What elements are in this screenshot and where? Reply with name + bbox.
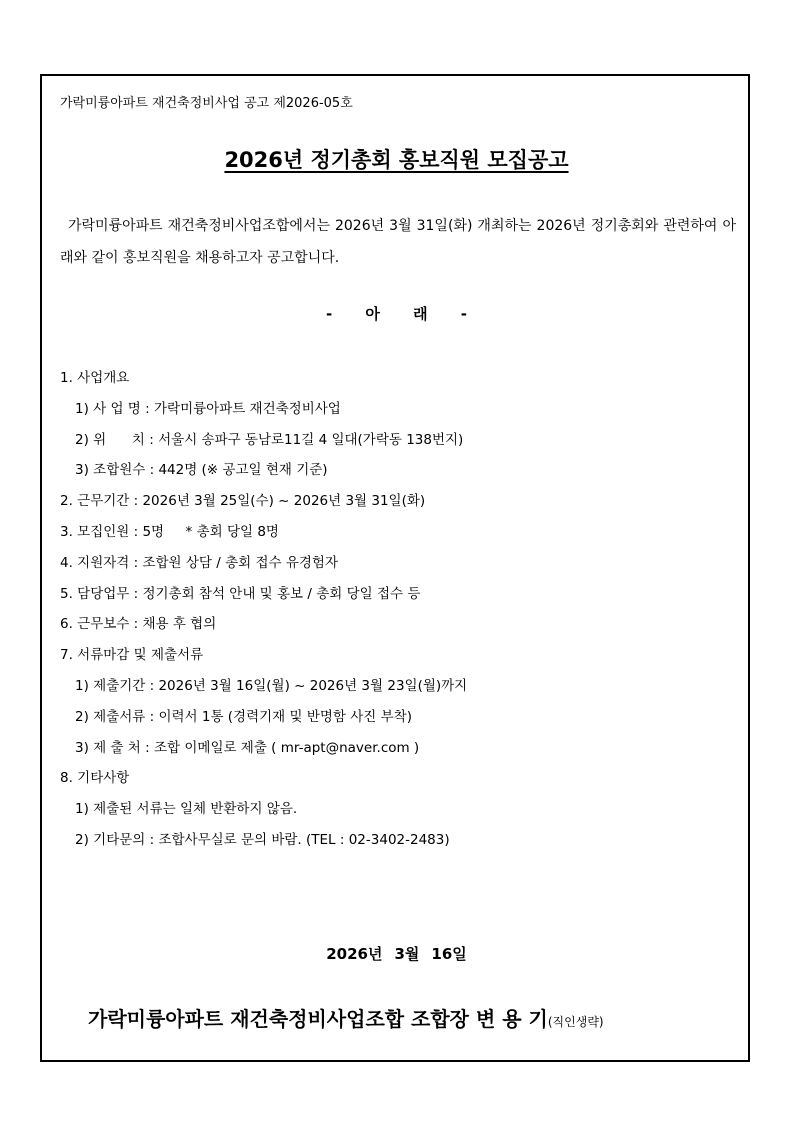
date-day: 16일 bbox=[431, 945, 467, 963]
list-subitem: 1) 제출기간 : 2026년 3월 16일(월) ~ 2026년 3월 23일(월)까지 bbox=[75, 677, 468, 694]
intro-paragraph: 가락미륭아파트 재건축정비사업조합에서는 2026년 3월 31일(화) 개최하는 2026년 정기총회와 관련하여 아래와 같이 홍보직원을 채용하고자 공고합니다. bbox=[60, 218, 736, 266]
document-title: 2026년 정기총회 홍보직원 모집공고 bbox=[224, 148, 569, 172]
list-item: 1. 사업개요 bbox=[60, 370, 130, 386]
list-subitem: 2) 기타문의 : 조합사무실로 문의 바람. (TEL : 02-3402-2483) bbox=[75, 831, 450, 848]
notice-date bbox=[0, 943, 793, 964]
list-subitem: 3) 제 출 처 : 조합 이메일로 제출 ( mr-apt@naver.com ) bbox=[75, 739, 420, 756]
signature-text: 가락미륭아파트 재건축정비사업조합 조합장 변 용 기 bbox=[88, 1007, 548, 1031]
list-item: 4. 지원자격 : 조합원 상담 / 총회 접수 유경험자 bbox=[60, 554, 339, 571]
notice-number: 가락미륭아파트 재건축정비사업 공고 제2026-05호 bbox=[60, 96, 353, 111]
detail-list bbox=[60, 363, 740, 856]
date-month: 3월 bbox=[394, 945, 420, 963]
list-item: 8. 기타사항 bbox=[60, 770, 130, 787]
list-item: 2. 근무기간 : 2026년 3월 25일(수) ~ 2026년 3월 31일(화) bbox=[60, 493, 426, 510]
list-item: 6. 근무보수 : 채용 후 협의 bbox=[60, 616, 217, 633]
list-subitem: 1) 제출된 서류는 일체 반환하지 않음. bbox=[75, 801, 298, 818]
list-subitem: 1) 사 업 명 : 가락미륭아파트 재건축정비사업 bbox=[75, 400, 341, 417]
list-subitem: 3) 조합원수 : 442명 (※ 공고일 현재 기준) bbox=[75, 462, 328, 479]
below-heading: - 아 래 - bbox=[325, 305, 468, 323]
signature-line bbox=[88, 1003, 604, 1032]
seal-note: (직인생략) bbox=[547, 1015, 604, 1029]
list-item: 3. 모집인원 : 5명 * 총회 당일 8명 bbox=[60, 523, 279, 540]
date-year: 2026년 bbox=[326, 945, 383, 963]
document-title-wrap bbox=[0, 144, 793, 174]
list-item: 5. 담당업무 : 정기총회 참석 안내 및 홍보 / 총회 당일 접수 등 bbox=[60, 585, 421, 602]
list-subitem: 2) 위 치 : 서울시 송파구 동남로11길 4 일대(가락동 138번지) bbox=[75, 431, 464, 448]
list-item: 7. 서류마감 및 제출서류 bbox=[60, 647, 204, 664]
list-subitem: 2) 제출서류 : 이력서 1통 (경력기재 및 반명함 사진 부착) bbox=[75, 708, 412, 725]
